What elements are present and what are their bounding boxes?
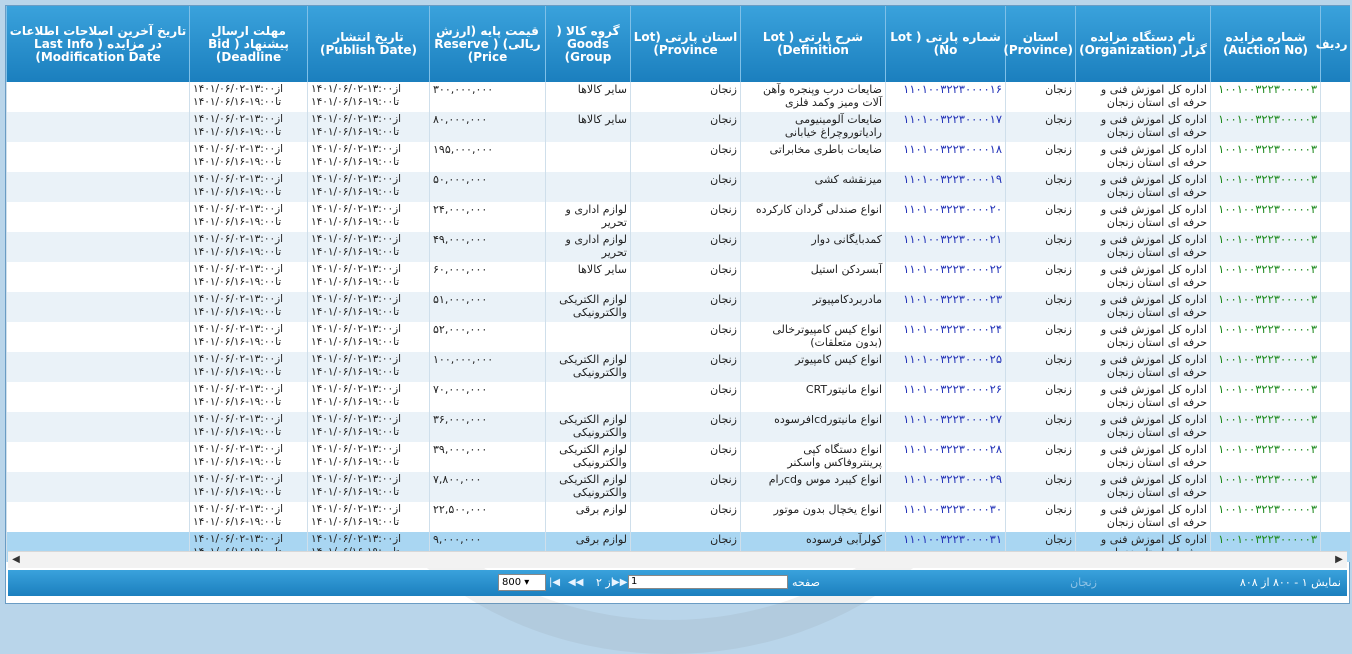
cell-lot-no[interactable]: ۱۱۰۱۰۰۳۲۲۳۰۰۰۰۳۰ bbox=[886, 502, 1006, 532]
cell-price: ۳۰۰,۰۰۰,۰۰۰ bbox=[430, 82, 546, 112]
cell-deadline: از۱۳:۰۰-۱۴۰۱/۰۶/۰۲ تا۱۹:۰۰-۱۴۰۱/۰۶/۱۶ bbox=[190, 352, 308, 382]
cell-lot-no[interactable]: ۱۱۰۱۰۰۳۲۲۳۰۰۰۰۲۹ bbox=[886, 472, 1006, 502]
column-header-province[interactable]: استان (Province) bbox=[1006, 6, 1076, 82]
cell-row bbox=[1321, 322, 1350, 352]
page-size-select[interactable]: 800 ▾ bbox=[498, 574, 546, 591]
cell-row bbox=[1321, 412, 1350, 442]
auction-grid-frame bbox=[5, 5, 1350, 604]
cell-org: اداره کل اموزش فنی و حرفه ای استان زنجان bbox=[1076, 262, 1211, 292]
cell-definition: انواع کیس کامپیوترخالی (بدون متعلقات) bbox=[741, 322, 886, 352]
cell-province: زنجان bbox=[1006, 172, 1076, 202]
cell-price: ۹,۰۰۰,۰۰۰ bbox=[430, 532, 546, 562]
cell-definition: انواع مانیتورlcdفرسوده bbox=[741, 412, 886, 442]
cell-org: اداره کل اموزش فنی و حرفه ای استان زنجان bbox=[1076, 82, 1211, 112]
cell-province: زنجان bbox=[1006, 442, 1076, 472]
cell-deadline: از۱۳:۰۰-۱۴۰۱/۰۶/۰۲ تا۱۹:۰۰-۱۴۰۱/۰۶/۱۶ bbox=[190, 292, 308, 322]
cell-deadline: از۱۳:۰۰-۱۴۰۱/۰۶/۰۲ تا۱۹:۰۰-۱۴۰۱/۰۶/۱۶ bbox=[190, 442, 308, 472]
cell-price: ۴۹,۰۰۰,۰۰۰ bbox=[430, 232, 546, 262]
cell-org: اداره کل اموزش فنی و حرفه ای استان زنجان bbox=[1076, 202, 1211, 232]
cell-publish: از۱۳:۰۰-۱۴۰۱/۰۶/۰۲ تا۱۹:۰۰-۱۴۰۱/۰۶/۱۶ bbox=[308, 322, 430, 352]
page-size-value: 800 bbox=[502, 577, 522, 588]
cell-goods-group: لوازم الکتریکی والکترونیکی bbox=[546, 412, 631, 442]
cell-deadline: از۱۳:۰۰-۱۴۰۱/۰۶/۰۲ تا۱۹:۰۰-۱۴۰۱/۰۶/۱۶ bbox=[190, 142, 308, 172]
cell-modified bbox=[7, 472, 190, 502]
column-header-deadline[interactable]: مهلت ارسال پیشنهاد ( Bid Deadline) bbox=[190, 6, 308, 82]
table-row[interactable] bbox=[7, 292, 1350, 322]
cell-goods-group: لوازم الکتریکی والکترونیکی bbox=[546, 442, 631, 472]
cell-auction-no: ۱۰۰۱۰۰۳۲۲۳۰۰۰۰۰۳ bbox=[1211, 322, 1321, 352]
cell-publish: از۱۳:۰۰-۱۴۰۱/۰۶/۰۲ تا۱۹:۰۰-۱۴۰۱/۰۶/۱۶ bbox=[308, 412, 430, 442]
cell-price: ۱۹۵,۰۰۰,۰۰۰ bbox=[430, 142, 546, 172]
column-header-lot-province[interactable]: استان پارتی (Lot Province) bbox=[631, 6, 741, 82]
table-row[interactable] bbox=[7, 442, 1350, 472]
cell-publish: از۱۳:۰۰-۱۴۰۱/۰۶/۰۲ تا۱۹:۰۰-۱۴۰۱/۰۶/۱۶ bbox=[308, 172, 430, 202]
cell-goods-group: سایر کالاها bbox=[546, 112, 631, 142]
cell-lot-no[interactable]: ۱۱۰۱۰۰۳۲۲۳۰۰۰۰۲۲ bbox=[886, 262, 1006, 292]
cell-price: ۲۴,۰۰۰,۰۰۰ bbox=[430, 202, 546, 232]
cell-publish: از۱۳:۰۰-۱۴۰۱/۰۶/۰۲ تا۱۹:۰۰-۱۴۰۱/۰۶/۱۶ bbox=[308, 292, 430, 322]
cell-row bbox=[1321, 202, 1350, 232]
cell-publish: از۱۳:۰۰-۱۴۰۱/۰۶/۰۲ تا۱۹:۰۰-۱۴۰۱/۰۶/۱۶ bbox=[308, 442, 430, 472]
column-header-publish[interactable]: تاریخ انتشار (Publish Date) bbox=[308, 6, 430, 82]
cell-modified bbox=[7, 412, 190, 442]
cell-lot-province: زنجان bbox=[631, 322, 741, 352]
cell-modified bbox=[7, 322, 190, 352]
cell-price: ۲۲,۵۰۰,۰۰۰ bbox=[430, 502, 546, 532]
cell-publish: از۱۳:۰۰-۱۴۰۱/۰۶/۰۲ تا۱۹:۰۰-۱۴۰۱/۰۶/۱۶ bbox=[308, 112, 430, 142]
column-header-lot-no[interactable]: شماره پارتی ( Lot No) bbox=[886, 6, 1006, 82]
cell-org: اداره کل اموزش فنی و حرفه ای استان زنجان bbox=[1076, 322, 1211, 352]
cell-auction-no: ۱۰۰۱۰۰۳۲۲۳۰۰۰۰۰۳ bbox=[1211, 412, 1321, 442]
cell-lot-no[interactable]: ۱۱۰۱۰۰۳۲۲۳۰۰۰۰۲۳ bbox=[886, 292, 1006, 322]
cell-goods-group bbox=[546, 322, 631, 352]
cell-publish: از۱۳:۰۰-۱۴۰۱/۰۶/۰۲ تا۱۹:۰۰-۱۴۰۱/۰۶/۱۶ bbox=[308, 232, 430, 262]
cell-definition: آبسردکن استیل bbox=[741, 262, 886, 292]
table-row[interactable] bbox=[7, 472, 1350, 502]
pager-ghost-text: زنجان bbox=[1070, 576, 1097, 589]
cell-lot-no[interactable]: ۱۱۰۱۰۰۳۲۲۳۰۰۰۰۲۰ bbox=[886, 202, 1006, 232]
cell-publish: از۱۳:۰۰-۱۴۰۱/۰۶/۰۲ تا۱۹:۰۰-۱۴۰۱/۰۶/۱۶ bbox=[308, 352, 430, 382]
cell-modified bbox=[7, 262, 190, 292]
cell-org: اداره کل اموزش فنی و bbox=[1076, 532, 1211, 562]
cell-row bbox=[1321, 232, 1350, 262]
cell-price: ۶۰,۰۰۰,۰۰۰ bbox=[430, 262, 546, 292]
cell-definition: مادربردکامپیوتر bbox=[741, 292, 886, 322]
cell-province: زنجان bbox=[1006, 382, 1076, 412]
table-row[interactable] bbox=[7, 112, 1350, 142]
cell-org: اداره کل اموزش فنی و حرفه ای استان زنجان bbox=[1076, 232, 1211, 262]
table-row[interactable] bbox=[7, 322, 1350, 352]
cell-definition: کولرآبی فرسوده bbox=[741, 532, 886, 562]
page-label: صفحه bbox=[792, 576, 820, 589]
cell-goods-group bbox=[546, 142, 631, 172]
cell-auction-no: ۱۰۰۱۰۰۳۲۲۳۰۰۰۰۰۳ bbox=[1211, 202, 1321, 232]
cell-price: ۵۰,۰۰۰,۰۰۰ bbox=[430, 172, 546, 202]
cell-province: زنجان bbox=[1006, 232, 1076, 262]
cell-lot-province: زنجان bbox=[631, 172, 741, 202]
cell-province: زنجان bbox=[1006, 112, 1076, 142]
cell-org: اداره کل اموزش فنی و حرفه ای استان زنجان bbox=[1076, 382, 1211, 412]
cell-deadline: از۱۳:۰۰-۱۴۰۱/۰۶/۰۲ تا۱۹:۰۰-۱۴۰۱/۰۶/۱۶ bbox=[190, 82, 308, 112]
cell-row bbox=[1321, 142, 1350, 172]
cell-province: زنجان bbox=[1006, 142, 1076, 172]
cell-row bbox=[1321, 502, 1350, 532]
cell-goods-group: سایر کالاها bbox=[546, 262, 631, 292]
cell-auction-no: ۱۰۰۱۰۰۳۲۲۳۰۰۰۰۰۳ bbox=[1211, 352, 1321, 382]
column-header-goods-group[interactable]: گروه کالا ( Goods Group) bbox=[546, 6, 631, 82]
cell-modified bbox=[7, 112, 190, 142]
cell-lot-province: زنجان bbox=[631, 382, 741, 412]
cell-org: اداره کل اموزش فنی و حرفه ای استان زنجان bbox=[1076, 142, 1211, 172]
cell-lot-province: زنجان bbox=[631, 412, 741, 442]
cell-publish: از۱۳:۰۰-۱۴۰۱/۰۶/۰۲ تا۱۹:۰۰-۱۴۰۱/۰۶/۱۶ bbox=[308, 382, 430, 412]
cell-province: زنجان bbox=[1006, 322, 1076, 352]
horizontal-scrollbar[interactable] bbox=[8, 551, 1347, 568]
cell-lot-province: زنجان bbox=[631, 82, 741, 112]
cell-lot-no[interactable]: ۱۱۰۱۰۰۳۲۲۳۰۰۰۰۱۹ bbox=[886, 172, 1006, 202]
cell-publish: از۱۳:۰۰-۱۴۰۱/۰۶/۰۲ تا۱۹:۰۰-۱۴۰۱/۰۶/۱۶ bbox=[308, 82, 430, 112]
cell-price: ۷,۸۰۰,۰۰۰ bbox=[430, 472, 546, 502]
cell-definition: کمدبایگانی دوار bbox=[741, 232, 886, 262]
cell-definition: انواع کیبرد موس وcdرام bbox=[741, 472, 886, 502]
cell-price: ۳۹,۰۰۰,۰۰۰ bbox=[430, 442, 546, 472]
cell-deadline: از۱۳:۰۰-۱۴۰۱/۰۶/۰۲ تا۱۹:۰۰-۱۴۰۱/۰۶/۱۶ bbox=[190, 472, 308, 502]
cell-goods-group: لوازم برقی bbox=[546, 502, 631, 532]
cell-row bbox=[1321, 82, 1350, 112]
cell-auction-no: ۱۰۰۱۰۰۳۲۲۳۰۰۰۰۰۳ bbox=[1211, 82, 1321, 112]
next-page-icon[interactable]: ▶▶ bbox=[612, 577, 628, 588]
scroll-left-icon[interactable]: ◀ bbox=[12, 554, 20, 565]
cell-lot-province: زنجان bbox=[631, 472, 741, 502]
cell-deadline: از۱۳:۰۰-۱۴۰۱/۰۶/۰۲ تا۱۹:۰۰-۱۴۰۱/۰۶/۱۶ bbox=[190, 412, 308, 442]
cell-org: اداره کل اموزش فنی و حرفه ای استان زنجان bbox=[1076, 502, 1211, 532]
cell-province: زنجان bbox=[1006, 352, 1076, 382]
table-row[interactable] bbox=[7, 202, 1350, 232]
cell-definition: ضایعات آلومینیومی رادیاتوروچراغ خیابانی bbox=[741, 112, 886, 142]
cell-lot-province: زنجان bbox=[631, 502, 741, 532]
cell-auction-no: ۱۰۰۱۰۰۳۲۲۳۰۰۰۰۰۳ bbox=[1211, 472, 1321, 502]
cell-province: زنجان bbox=[1006, 202, 1076, 232]
column-header-auction-no[interactable]: شماره مزایده (Auction No) bbox=[1211, 6, 1321, 82]
cell-modified bbox=[7, 202, 190, 232]
cell-deadline: از۱۳:۰۰-۱۴۰۱/۰۶/۰۲ تا۱۹:۰۰-۱۴۰۱/۰۶/۱۶ bbox=[190, 232, 308, 262]
cell-goods-group: لوازم اداری و تحریر bbox=[546, 202, 631, 232]
cell-publish: از۱۳:۰۰-۱۴۰۱/۰۶/۰۲ تا۱۹:۰۰-۱۴۰۱/۰۶/۱۶ bbox=[308, 502, 430, 532]
cell-row bbox=[1321, 172, 1350, 202]
cell-publish: از۱۳:۰۰-۱۴۰۱/۰۶/۰۲ تا۱۹:۰۰-۱۴۰۱/۰۶/۱۶ bbox=[308, 142, 430, 172]
cell-goods-group: لوازم اداری و تحریر bbox=[546, 232, 631, 262]
column-header-modified[interactable]: تاریخ آخرین اصلاحات اطلاعات در مزایده ( Last Info Modification Date) bbox=[7, 6, 190, 82]
cell-price: ۱۰۰,۰۰۰,۰۰۰ bbox=[430, 352, 546, 382]
cell-auction-no: ۱۰۰۱۰۰۳۲۲۳۰۰۰۰۰۳ bbox=[1211, 142, 1321, 172]
cell-publish: از۱۳:۰۰-۱۴۰۱/۰۶/۰۲ تا۱۹:۰۰-۱۴۰۱/۰۶/۱۶ bbox=[308, 202, 430, 232]
cell-price: ۵۱,۰۰۰,۰۰۰ bbox=[430, 292, 546, 322]
table-row[interactable] bbox=[7, 502, 1350, 532]
cell-auction-no: ۱۰۰۱۰۰۳۲۲۳۰۰۰۰۰۳ bbox=[1211, 232, 1321, 262]
table-row[interactable] bbox=[7, 82, 1350, 112]
cell-row bbox=[1321, 442, 1350, 472]
cell-definition: انواع کیس کامپیوتر bbox=[741, 352, 886, 382]
cell-goods-group: لوازم الکتریکی والکترونیکی bbox=[546, 472, 631, 502]
cell-province: زنجان bbox=[1006, 472, 1076, 502]
cell-deadline: از۱۳:۰۰-۱۴۰۱/۰۶/۰۲ تا۱۹:۰۰-۱۴۰۱/۰۶/۱۶ bbox=[190, 112, 308, 142]
first-page-icon[interactable]: |◀ bbox=[549, 577, 561, 588]
table-row[interactable] bbox=[7, 412, 1350, 442]
cell-lot-province: زنجان bbox=[631, 442, 741, 472]
cell-modified bbox=[7, 352, 190, 382]
cell-goods-group bbox=[546, 382, 631, 412]
cell-deadline: از۱۳:۰۰-۱۴۰۱/۰۶/۰۲ تا۱۹:۰۰-۱۴۰۱/۰۶/۱۶ bbox=[190, 262, 308, 292]
column-header-row[interactable]: ردیف bbox=[1321, 6, 1350, 82]
cell-publish: از۱۳:۰۰-۱۴۰۱/۰۶/۰۲ تا۱۹:۰۰-۱۴۰۱/۰۶/۱۶ bbox=[308, 472, 430, 502]
cell-auction-no: ۱۰۰۱۰۰۳۲۲۳۰۰۰۰۰۳ bbox=[1211, 382, 1321, 412]
cell-deadline: از۱۳:۰۰-۱۴۰۱/۰۶/۰۲ تا۱۹:۰۰-۱۴۰۱/۰۶/۱۶ bbox=[190, 202, 308, 232]
cell-lot-province: زنجان bbox=[631, 112, 741, 142]
table-header-row bbox=[7, 6, 1350, 82]
cell-lot-province: زنجان bbox=[631, 352, 741, 382]
cell-modified bbox=[7, 172, 190, 202]
cell-lot-no[interactable]: ۱۱۰۱۰۰۳۲۲۳۰۰۰۰۱۸ bbox=[886, 142, 1006, 172]
page-of-label: از ۲ bbox=[596, 576, 614, 589]
cell-province: زنجان bbox=[1006, 412, 1076, 442]
column-header-price[interactable]: قیمت پایه (ارزش ریالی) ( Reserve Price) bbox=[430, 6, 546, 82]
cell-row bbox=[1321, 382, 1350, 412]
cell-goods-group: سایر کالاها bbox=[546, 82, 631, 112]
cell-org: اداره کل اموزش فنی و حرفه ای استان زنجان bbox=[1076, 292, 1211, 322]
auction-table bbox=[6, 6, 1350, 562]
cell-auction-no: ۱۰۰۱۰۰۳۲۲۳۰۰۰۰۰۳ bbox=[1211, 442, 1321, 472]
cell-lot-no[interactable]: ۱۱۰۱۰۰۳۲۲۳۰۰۰۰۳۱ bbox=[886, 532, 1006, 562]
cell-auction-no: ۱۰۰۱۰۰۳۲۲۳۰۰۰۰۰۳ bbox=[1211, 532, 1321, 562]
cell-lot-no[interactable]: ۱۱۰۱۰۰۳۲۲۳۰۰۰۰۲۵ bbox=[886, 352, 1006, 382]
cell-modified bbox=[7, 382, 190, 412]
table-row[interactable] bbox=[7, 262, 1350, 292]
cell-province: زنجان bbox=[1006, 292, 1076, 322]
cell-row bbox=[1321, 472, 1350, 502]
cell-goods-group: لوازم برقی bbox=[546, 532, 631, 562]
cell-definition: انواع دستگاه کپی پرینتروفاکس واسکنر bbox=[741, 442, 886, 472]
cell-deadline: از۱۳:۰۰-۱۴۰۱/۰۶/۰۲ تا۱۹:۰۰-۱۴۰۱/۰۶/۱۶ bbox=[190, 502, 308, 532]
cell-deadline: از۱۳:۰۰-۱۴۰۱/۰۶/۰۲ تا۱۹:۰۰-۱۴۰۱/۰۶/۱۶ bbox=[190, 322, 308, 352]
cell-row bbox=[1321, 112, 1350, 142]
cell-lot-province: زنجان bbox=[631, 202, 741, 232]
cell-province: زنجان bbox=[1006, 82, 1076, 112]
cell-definition: انواع مانیتورCRT bbox=[741, 382, 886, 412]
cell-publish: از۱۳:۰۰-۱۴۰۱/۰۶/۰۲ bbox=[308, 532, 430, 562]
cell-definition: انواع یخچال بدون موتور bbox=[741, 502, 886, 532]
cell-org: اداره کل اموزش فنی و حرفه ای استان زنجان bbox=[1076, 442, 1211, 472]
column-header-org[interactable]: نام دستگاه مزایده گزار (Organization) bbox=[1076, 6, 1211, 82]
table-row[interactable] bbox=[7, 232, 1350, 262]
cell-modified bbox=[7, 82, 190, 112]
cell-auction-no: ۱۰۰۱۰۰۳۲۲۳۰۰۰۰۰۳ bbox=[1211, 502, 1321, 532]
cell-row bbox=[1321, 292, 1350, 322]
cell-price: ۷۰,۰۰۰,۰۰۰ bbox=[430, 382, 546, 412]
cell-lot-no[interactable]: ۱۱۰۱۰۰۳۲۲۳۰۰۰۰۲۱ bbox=[886, 232, 1006, 262]
cell-goods-group bbox=[546, 172, 631, 202]
cell-lot-province: زنجان bbox=[631, 292, 741, 322]
cell-lot-province: زنجان bbox=[631, 232, 741, 262]
table-row[interactable] bbox=[7, 142, 1350, 172]
cell-modified bbox=[7, 142, 190, 172]
cell-goods-group: لوازم الکتریکی والکترونیکی bbox=[546, 352, 631, 382]
cell-goods-group: لوازم الکتریکی والکترونیکی bbox=[546, 292, 631, 322]
cell-lot-province: زنجان bbox=[631, 262, 741, 292]
cell-publish: از۱۳:۰۰-۱۴۰۱/۰۶/۰۲ تا۱۹:۰۰-۱۴۰۱/۰۶/۱۶ bbox=[308, 262, 430, 292]
cell-auction-no: ۱۰۰۱۰۰۳۲۲۳۰۰۰۰۰۳ bbox=[1211, 292, 1321, 322]
cell-lot-no[interactable]: ۱۱۰۱۰۰۳۲۲۳۰۰۰۰۲۷ bbox=[886, 412, 1006, 442]
page-number-input[interactable]: 1 bbox=[628, 575, 788, 589]
scroll-right-icon[interactable]: ▶ bbox=[1335, 554, 1343, 565]
cell-lot-province: زنجان bbox=[631, 142, 741, 172]
cell-lot-no[interactable]: ۱۱۰۱۰۰۳۲۲۳۰۰۰۰۲۴ bbox=[886, 322, 1006, 352]
cell-modified bbox=[7, 292, 190, 322]
prev-page-icon[interactable]: ◀◀ bbox=[568, 577, 584, 588]
cell-org: اداره کل اموزش فنی و حرفه ای استان زنجان bbox=[1076, 472, 1211, 502]
cell-org: اداره کل اموزش فنی و حرفه ای استان زنجان bbox=[1076, 412, 1211, 442]
cell-modified bbox=[7, 442, 190, 472]
cell-auction-no: ۱۰۰۱۰۰۳۲۲۳۰۰۰۰۰۳ bbox=[1211, 172, 1321, 202]
cell-row bbox=[1321, 262, 1350, 292]
pager-bar bbox=[8, 570, 1347, 596]
cell-row bbox=[1321, 352, 1350, 382]
cell-province: زنجان bbox=[1006, 532, 1076, 562]
table-row[interactable] bbox=[7, 352, 1350, 382]
cell-deadline: از۱۳:۰۰-۱۴۰۱/۰۶/۰۲ تا۱۹:۰۰-۱۴۰۱/۰۶/۱۶ bbox=[190, 172, 308, 202]
cell-deadline: از۱۳:۰۰-۱۴۰۱/۰۶/۰۲ تا۱۹:۰۰-۱۴۰۱/۰۶/۱۶ bbox=[190, 382, 308, 412]
cell-org: اداره کل اموزش فنی و حرفه ای استان زنجان bbox=[1076, 112, 1211, 142]
cell-price: ۵۲,۰۰۰,۰۰۰ bbox=[430, 322, 546, 352]
cell-lot-province: زنجان bbox=[631, 532, 741, 562]
cell-modified bbox=[7, 232, 190, 262]
cell-lot-no[interactable]: ۱۱۰۱۰۰۳۲۲۳۰۰۰۰۲۶ bbox=[886, 382, 1006, 412]
cell-definition: ضایعات باطری مخابراتی bbox=[741, 142, 886, 172]
cell-deadline: از۱۳:۰۰-۱۴۰۱/۰۶/۰۲ bbox=[190, 532, 308, 562]
table-row[interactable] bbox=[7, 382, 1350, 412]
cell-definition: انواع صندلی گردان کارکرده bbox=[741, 202, 886, 232]
cell-modified bbox=[7, 502, 190, 532]
cell-lot-no[interactable]: ۱۱۰۱۰۰۳۲۲۳۰۰۰۰۲۸ bbox=[886, 442, 1006, 472]
cell-definition: میزنقشه کشی bbox=[741, 172, 886, 202]
cell-org: اداره کل اموزش فنی و حرفه ای استان زنجان bbox=[1076, 172, 1211, 202]
cell-org: اداره کل اموزش فنی و حرفه ای استان زنجان bbox=[1076, 352, 1211, 382]
cell-province: زنجان bbox=[1006, 262, 1076, 292]
table-row[interactable] bbox=[7, 172, 1350, 202]
cell-auction-no: ۱۰۰۱۰۰۳۲۲۳۰۰۰۰۰۳ bbox=[1211, 262, 1321, 292]
cell-price: ۳۶,۰۰۰,۰۰۰ bbox=[430, 412, 546, 442]
table-body bbox=[7, 82, 1350, 562]
cell-price: ۸۰,۰۰۰,۰۰۰ bbox=[430, 112, 546, 142]
cell-lot-no[interactable]: ۱۱۰۱۰۰۳۲۲۳۰۰۰۰۱۷ bbox=[886, 112, 1006, 142]
cell-province: زنجان bbox=[1006, 502, 1076, 532]
cell-auction-no: ۱۰۰۱۰۰۳۲۲۳۰۰۰۰۰۳ bbox=[1211, 112, 1321, 142]
cell-lot-no[interactable]: ۱۱۰۱۰۰۳۲۲۳۰۰۰۰۱۶ bbox=[886, 82, 1006, 112]
column-header-definition[interactable]: شرح پارتی ( Lot Definition) bbox=[741, 6, 886, 82]
pager-summary: نمایش ۱ - ۸۰۰ از ۸۰۸ bbox=[1239, 576, 1341, 589]
cell-definition: ضایعات درب وپنجره وآهن آلات ومیز وکمد فلزی bbox=[741, 82, 886, 112]
